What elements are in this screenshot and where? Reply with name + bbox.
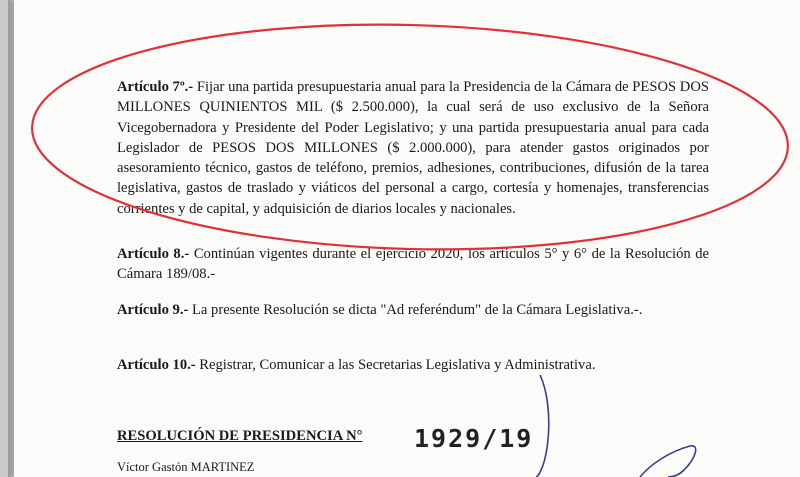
article-7-label: Artículo 7º.- [117,79,194,95]
article-9 [117,300,709,320]
article-8-text: Continúan vigentes durante el ejercicio 2020, los artículos 5° y 6° de la Resolución de Cámara 189/08.- [117,246,709,283]
article-10-label: Artículo 10.- [117,357,196,373]
article-10-text: Registrar, Comunicar a las Secretarias Legislativa y Administrativa. [199,357,596,373]
document-page [14,0,800,477]
article-7 [117,77,709,219]
article-9-text: La presente Resolución se dicta "Ad referéndum" de la Cámara Legislativa.-. [192,302,643,318]
article-9-label: Artículo 9.- [117,302,189,318]
resolution-title: RESOLUCIÓN DE PRESIDENCIA N° [117,428,363,444]
article-7-text: Fijar una partida presupuestaria anual para la Presidencia de la Cámara de PESOS DOS MILLONES QUINIENTOS MIL ($ 2.500.000), la cual será de uso exclusivo de la Señora Vicegobernadora y Presidente del Poder Legislativo; y una partida presupuestaria anual para cada Legislador de PESOS DOS MILLONES ($ 2.000.000), para atender gastos originados por asesoramiento técnico, gastos de teléfono, premios, adhesiones, contribuciones, difusión de la tarea legislativa, gastos de traslado y viáticos del personal a cargo, cortesía y homenajes, transferencias corrientes y de capital, y adquisición de diarios locales y nacionales. [117,79,709,217]
article-8 [117,244,709,285]
article-10 [117,355,709,375]
resolution-number: 1929/19 [414,424,534,453]
article-8-label: Artículo 8.- [117,246,190,262]
signer-name: Víctor Gastón MARTINEZ [117,460,255,474]
